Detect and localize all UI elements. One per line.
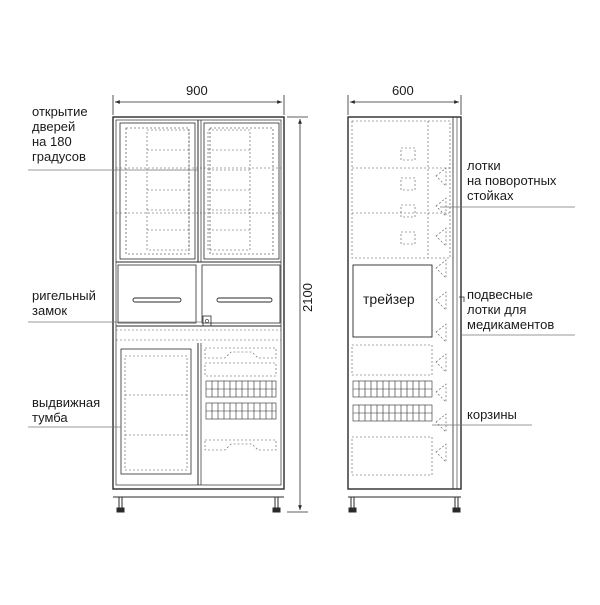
drawer-pedestal [121, 349, 191, 474]
upper-right-door [204, 123, 279, 259]
baskets [206, 381, 276, 419]
front-width-dimension [113, 95, 284, 115]
side-baskets [353, 381, 432, 421]
label-drawer-pedestal: выдвижная тумба [32, 395, 101, 425]
label-doors-open: открытие дверей на 180 градусов [32, 104, 88, 164]
middle-left-drawer [118, 265, 196, 323]
height-dimension [287, 117, 308, 512]
label-trayzer: трейзер [363, 291, 415, 307]
side-width-label: 600 [392, 83, 414, 98]
label-baskets: корзины [467, 407, 517, 422]
middle-right-drawer [202, 265, 280, 323]
label-rotating-trays: лотки на поворотных стойках [467, 158, 557, 203]
side-view [348, 117, 464, 512]
height-label: 2100 [300, 283, 315, 312]
label-lock: ригельный замок [32, 288, 96, 318]
side-width-dimension [348, 95, 461, 115]
label-hanging-trays: подвесные лотки для медикаментов [467, 287, 555, 332]
front-view [113, 117, 284, 512]
lock-icon [203, 316, 211, 326]
upper-left-door [120, 123, 195, 259]
front-width-label: 900 [186, 83, 208, 98]
